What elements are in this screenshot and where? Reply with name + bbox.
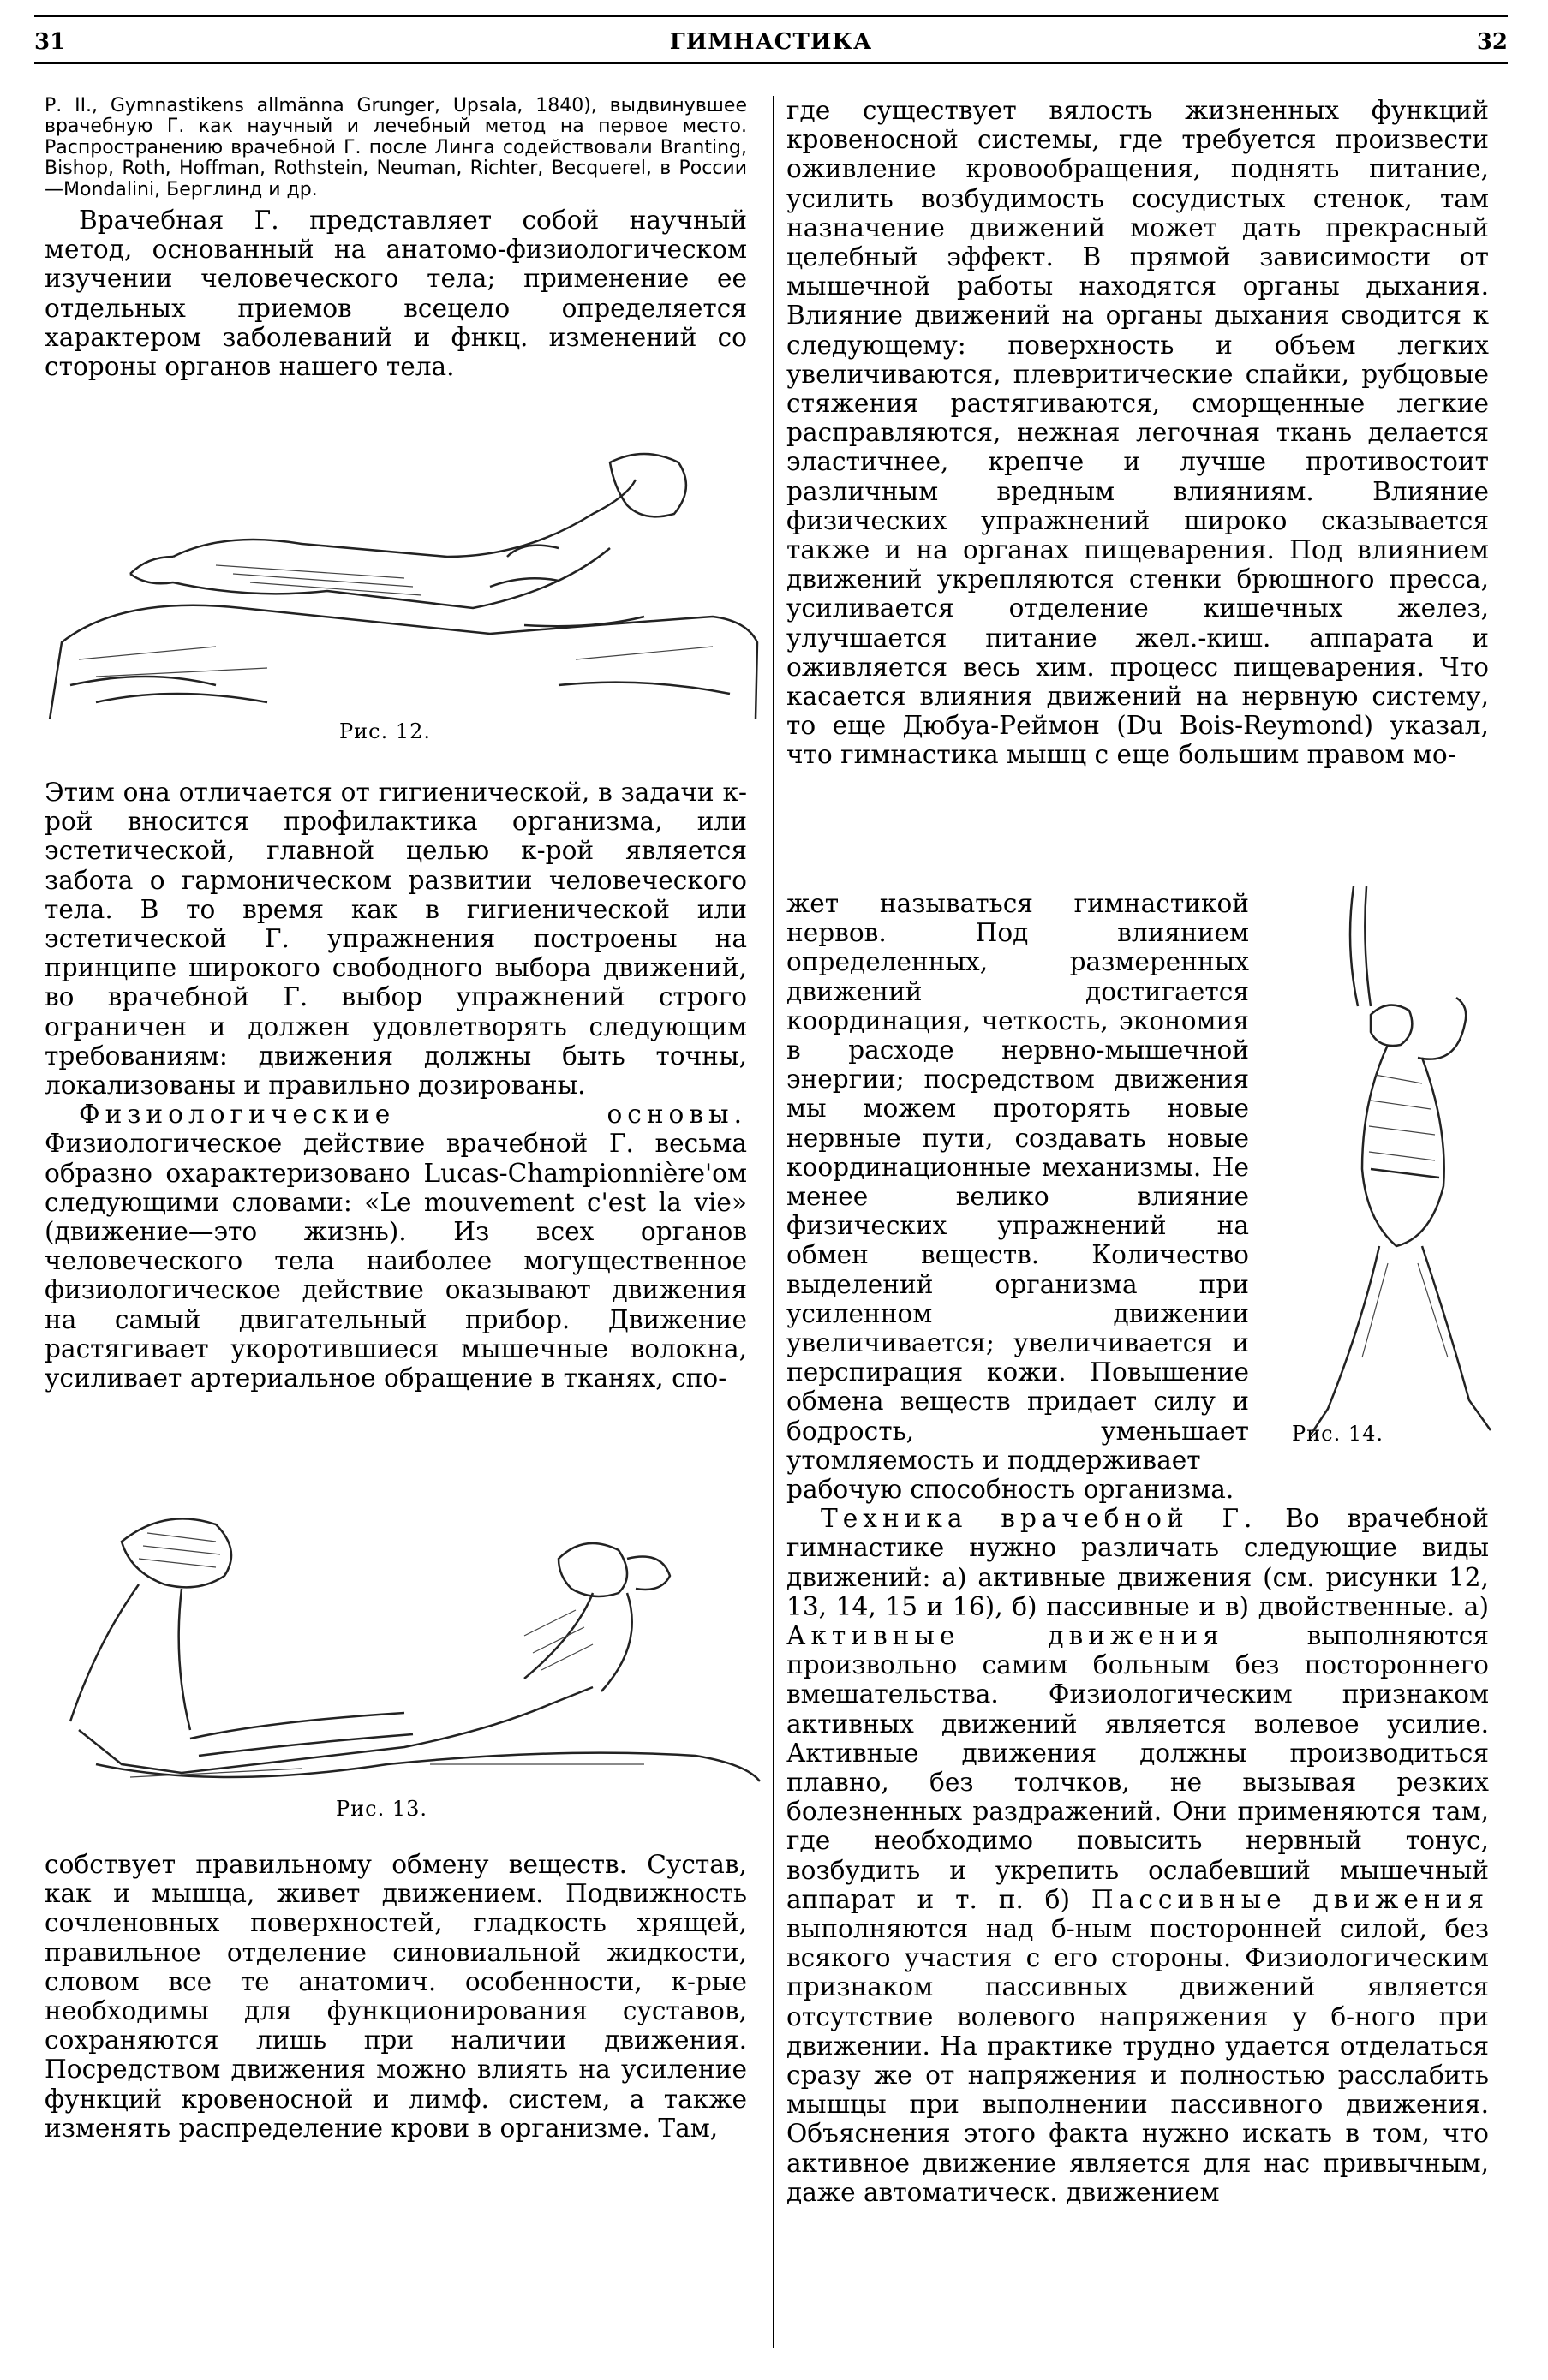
figure-14-illustration <box>1259 878 1499 1443</box>
paragraph-active-movements-text: выполняются произвольно самим больным без постороннего вмешательства. Физиологическим признаком активных движений является волевое усилие. Активные движения должны производиться плавно, без толчков, не вызывая резких болезненных раздражений. Они применяются там, где необходимо повысить нервный тонус, возбудить и укрепить ослабевший мышечный аппарат и т. п. б) <box>786 1621 1489 1914</box>
paragraph-passive-movements-text: выполняются над б-ным посторонней силой, без всякого участия с его стороны. Физиологическим признаком пассивных движений является отсутствие волевого напряжения у б-ного при движении. На практике трудно удается отделаться сразу же от напряжения и полностью расслабить мышцы при выполнении пассивного движения. Объяснения этого факта нужно искать в том, что активное движение является для нас привычным, даже автоматическ. движением <box>786 1914 1489 2207</box>
paragraph-distinction: Этим она отличается от гигиенической, в задачи к-рой вносится профилактика организма, или эстетической, главной целью к-рой является забота о гармоническом развитии человеческого тела. В то время как в гигиенической или эстетической Г. упражнения построены на принципе широкого свободного выбора движений, во врачебной Г. выбор упражнений строго ограничен и должен удовлетворять следующим требованиям: движения должны быть точны, локализованы и правильно дозированы. <box>45 778 747 1101</box>
page-title: ГИМНАСТИКА <box>669 29 873 55</box>
figure-12-caption: Рис. 12. <box>339 719 432 743</box>
paragraph-circulation-breathing: где существует вялость жизненных функций кровеносной системы, где требуется произвести оживление кровообращения, поднять питание, усилить возбудимость сосудистых стенок, там назначение движений может дать прекрасный целебный эффект. В прямой зависимости от мышечной работы находятся органы дыхания. Влияние движений на органы дыхания сводится к следующему: поверхность и объем легких увеличиваются, плевритические спайки, рубцовые стяжения растягиваются, сморщенные легкие расправляются, нежная легочная ткань делается эластичнее, крепче и лучше противостоит различным вредным влияниям. Влияние физических упражнений широко сказывается также и на органах пищеварения. Под влиянием движений укрепляются стенки брюшного пресса, усиливается отделение кишечных желез, улучшается питание жел.-киш. аппарата и оживляется весь хим. процесс пищеварения. Что касается влияния движений на нервную систему, то еще Дюбуа-Реймон (Du Bois-Reymond) указал, что гимнастика мышц с еще большим правом мо- <box>786 96 1489 770</box>
paragraph-work-capacity: рабочую способность организма. <box>786 1475 1234 1504</box>
running-header <box>34 19 1508 60</box>
figure-13-illustration <box>45 1507 764 1790</box>
paragraph-physiological-text: Физиологическое действие врачебной Г. весьма образно охарактеризовано Lucas-Championnière'ом следующими словами: «Le mouvement c'est la vie» (движение—это жизнь). Из всех органов человеческого тела наиболее могущественное физиологическое действие оказывают движения на самый двигательный прибор. Движение растягивает укоротившиеся мышечные волокна, усиливает артериальное обращение в тканях, спо- <box>45 1129 747 1393</box>
section-heading-physiological: Физиологические основы. <box>79 1100 747 1130</box>
page-number-right: 32 <box>1476 29 1508 55</box>
paragraph-technique <box>786 1504 1489 2207</box>
left-column-middle <box>45 778 747 1393</box>
right-column-top <box>786 96 1489 770</box>
section-heading-technique: Техника врачебной Г. <box>821 1504 1258 1534</box>
header-top-rule <box>34 15 1508 17</box>
page-number-left: 31 <box>34 29 66 55</box>
figure-14-caption: Рис. 14. <box>1292 1422 1384 1446</box>
figure-13-caption: Рис. 13. <box>336 1797 428 1821</box>
paragraph-technique-text: Во врачебной гимнастике нужно различать следующие виды движений: а) активные движения (см. рисунки 12, 13, 14, 15 и 16), б) пассивные и в) двойственные. а) <box>786 1504 1489 1621</box>
figure-12 <box>45 428 764 719</box>
paragraph-nerves-metabolism: жет называться гимнастикой нервов. Под влиянием определенных, размеренных движений достигается координация, четкость, экономия в расходе нервно-мышечной энергии; посредством движения мы можем проторять новые нервные пути, создавать новые координационные механизмы. Не менее велико влияние физических упражнений на обмен веществ. Количество выделений организма при усиленном движении увеличивается; увеличивается и перспирация кожи. Повышение обмена веществ придает силу и бодрость, уменьшает утомляемость и поддерживает <box>786 889 1249 1475</box>
figure-14 <box>1259 878 1499 1443</box>
right-column-bottom <box>786 1475 1489 2207</box>
left-column-bottom <box>45 1850 747 2143</box>
right-column-wrap <box>786 889 1249 1475</box>
column-divider <box>773 96 774 2348</box>
figure-12-illustration <box>45 428 764 719</box>
left-column-top <box>45 96 747 381</box>
reference-paragraph: Р. II., Gymnastikens allmänna Grunger, Upsala, 1840), выдвинувшее врачебную Г. как научный и лечебный метод на первое место. Распространению врачебной Г. после Линга содействовали Branting, Bishop, Roth, Hoffman, Rothstein, Neuman, Richter, Becquerel, в России—Mondalini, Берглинд и др. <box>45 95 747 200</box>
figure-13 <box>45 1507 764 1790</box>
header-bottom-rule <box>34 62 1508 64</box>
paragraph-medical-gymnastics: Врачебная Г. представляет собой научный метод, основанный на анатомо-физиологическом изучении человеческого тела; применение ее отдельных приемов всецело определяется характером заболеваний и фнкц. изменений со стороны органов нашего тела. <box>45 206 747 382</box>
paragraph-physiological-basis <box>45 1100 747 1393</box>
paragraph-metabolism-joints: собствует правильному обмену веществ. Сустав, как и мышца, живет движением. Подвижность сочленовных поверхностей, гладкость хрящей, правильное отделение синовиальной жидкости, словом все те анатомич. особенности, к-рые необходимы для функционирования суставов, сохраняются лишь при наличии движения. Посредством движения можно влиять на усиление функций кровеносной и лимф. систем, а также изменять распределение крови в организме. Там, <box>45 1850 747 2143</box>
term-passive-movements: Пассивные движения <box>1091 1884 1489 1914</box>
term-active-movements: Активные движения <box>786 1621 1224 1651</box>
